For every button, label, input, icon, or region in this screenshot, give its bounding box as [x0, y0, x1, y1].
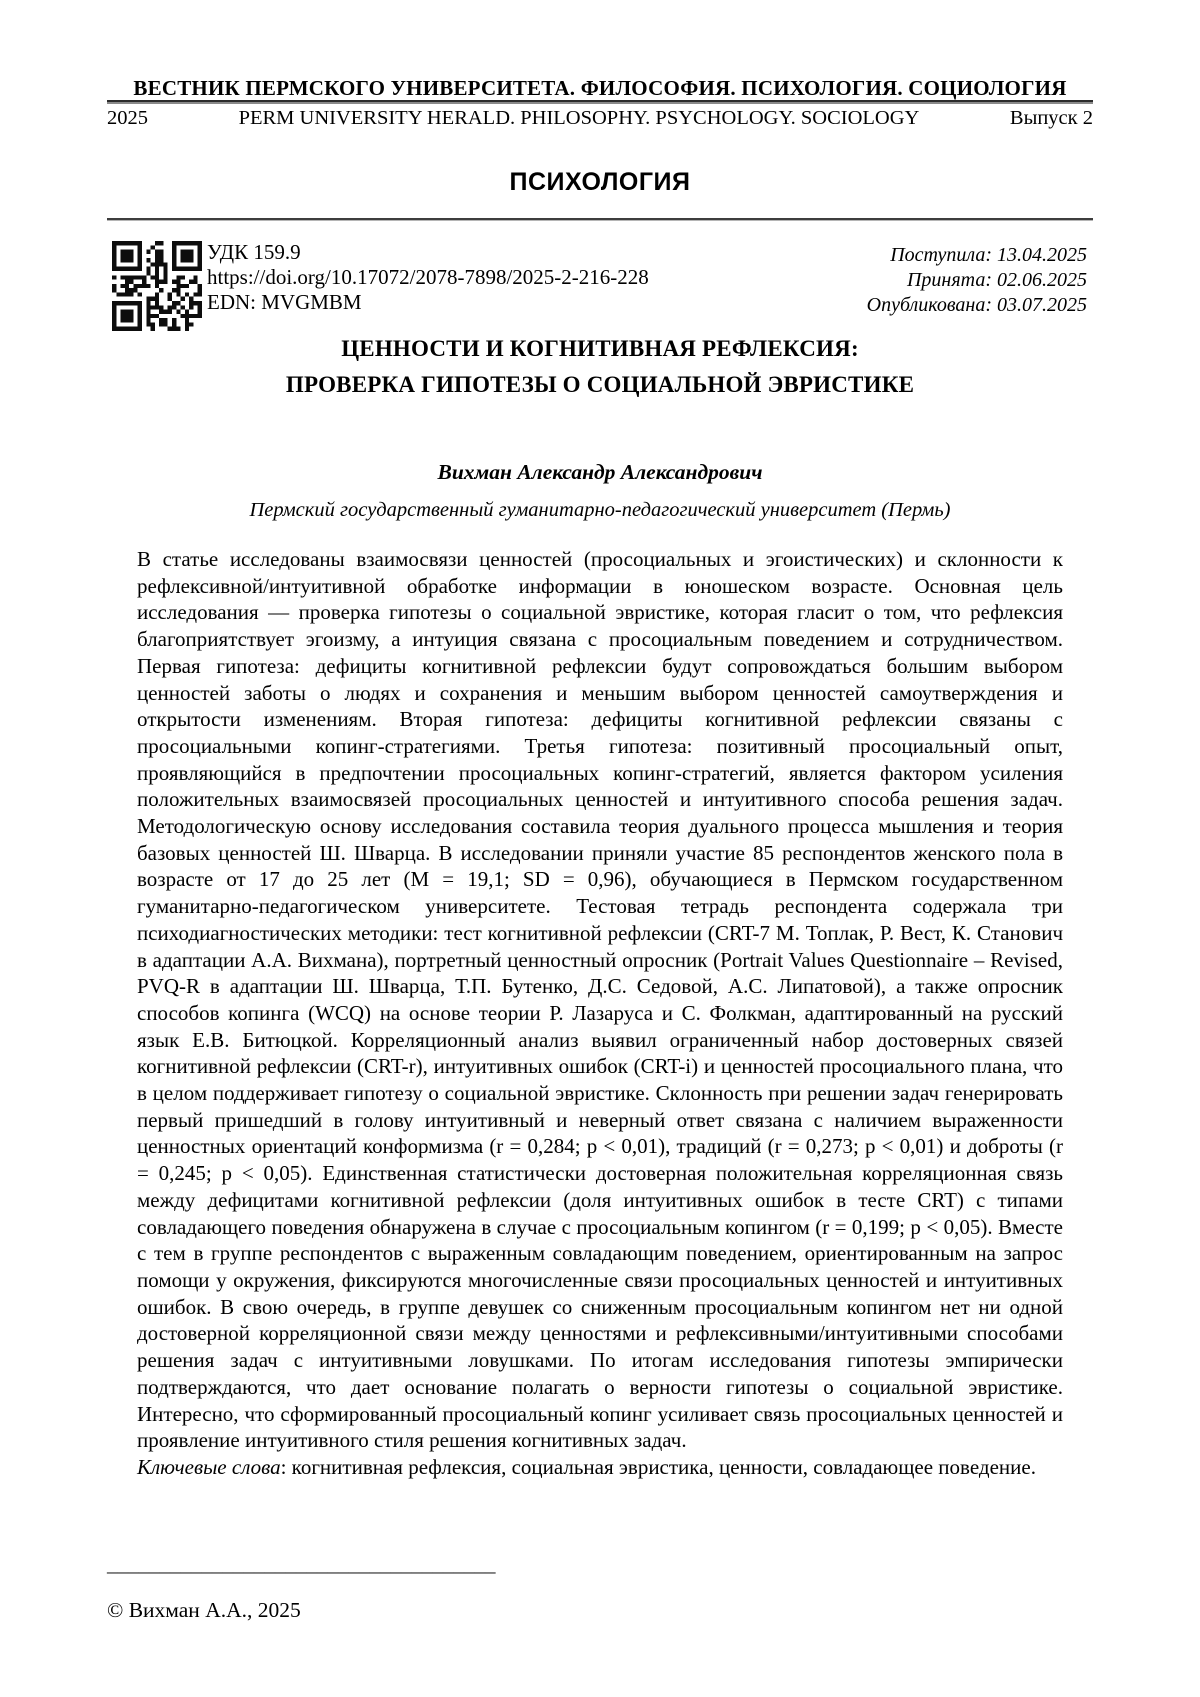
- qr-code-icon: [112, 241, 202, 331]
- article-title-line1: ЦЕННОСТИ И КОГНИТИВНАЯ РЕФЛЕКСИЯ:: [341, 336, 859, 361]
- section-rule: [107, 218, 1093, 220]
- abstract-block: [137, 546, 1063, 1481]
- journal-year: 2025: [107, 107, 148, 129]
- doi-link[interactable]: https://doi.org/10.17072/2078-7898/2025-2-216-228: [207, 265, 649, 289]
- journal-issue: Выпуск 2: [1009, 107, 1093, 129]
- date-received: Поступила: 13.04.2025: [890, 244, 1087, 266]
- section-heading: ПСИХОЛОГИЯ: [509, 168, 691, 196]
- journal-header-row: [107, 107, 1093, 130]
- journal-title-ru: ВЕСТНИК ПЕРМСКОГО УНИВЕРСИТЕТА. ФИЛОСОФИЯ. ПСИХОЛОГИЯ. СОЦИОЛОГИЯ: [133, 76, 1067, 100]
- footnote-divider: _____________________________________: [107, 1552, 496, 1576]
- article-title: [80, 331, 1120, 403]
- article-title-line2: ПРОВЕРКА ГИПОТЕЗЫ О СОЦИАЛЬНОЙ ЭВРИСТИКЕ: [285, 372, 915, 397]
- date-published: Опубликована: 03.07.2025: [866, 294, 1087, 316]
- date-accepted: Принята: 02.06.2025: [906, 269, 1087, 291]
- copyright-notice: © Вихман А.А., 2025: [107, 1598, 301, 1622]
- article-identifiers: [207, 240, 649, 315]
- keywords-label: Ключевые слова: [137, 1454, 281, 1479]
- header-double-rule: [107, 100, 1093, 104]
- keywords-text: : когнитивная рефлексия, социальная эвристика, ценности, совладающее поведение.: [280, 1454, 1036, 1479]
- edn-code: EDN: MVGMBM: [207, 290, 362, 314]
- journal-title-en: PERM UNIVERSITY HERALD. PHILOSOPHY. PSYCHOLOGY. SOCIOLOGY: [238, 107, 920, 129]
- keywords-line: [137, 1454, 1063, 1481]
- article-dates: [867, 243, 1087, 318]
- udk-number: УДК 159.9: [207, 240, 301, 264]
- author-affiliation: Пермский государственный гуманитарно-педагогический университет (Пермь): [249, 499, 951, 521]
- abstract-text: В статье исследованы взаимосвязи ценностей (просоциальных и эгоистических) и склонности к рефлексивной/интуитивной обработке информации в юношеском возрасте. Основная цель исследования — проверка гипотезы о социальной эвристике, которая гласит о том, что рефлексия благоприятствует эгоизму, а интуиция связана с просоциальным поведением и сотрудничеством. Первая гипотеза: дефициты когнитивной рефлексии будут сопровождаться большим выбором ценностей заботы о людях и сохранения и меньшим выбором ценностей самоутверждения и открытости изменениям. Вторая гипотеза: дефициты когнитивной рефлексии связаны с просоциальными копинг-стратегиями. Третья гипотеза: позитивный просоциальный опыт, проявляющийся в предпочтении просоциальных копинг-стратегий, является фактором усиления положительных взаимосвязей просоциальных ценностей и интуитивного способа решения задач. Методологическую основу исследования составила теория дуального процесса мышления и теория базовых ценностей Ш. Шварца. В исследовании приняли участие 85 респондентов женского пола в возрасте от 17 до 25 лет (M = 19,1; SD = 0,96), обучающиеся в Пермском государственном гуманитарно-педагогическом университете. Тестовая тетрадь респондента содержала три психодиагностических методики: тест когнитивной рефлексии (CRT-7 М. Топлак, Р. Вест, К. Станович в адаптации А.А. Вихмана), портретный ценностный опросник (Portrait Values Questionnaire – Revised, PVQ-R в адаптации Ш. Шварца, Т.П. Бутенко, Д.С. Седовой, А.С. Липатовой), а также опросник способов копинга (WCQ) на основе теории Р. Лазаруса и С. Фолкман, адаптированный на русский язык Е.В. Битюцкой. Корреляционный анализ выявил ограниченный набор достоверных связей когнитивной рефлексии (CRT-r), интуитивных ошибок (CRT-i) и ценностей просоциального плана, что в целом поддерживает гипотезу о социальной эвристике. Склонность при решении задач генерировать первый пришедший в голову интуитивный и неверный ответ связана с наличием выраженности ценностных ориентаций конформизма (r = 0,284; p < 0,01), традиций (r = 0,273; p < 0,01) и доброты (r = 0,245; p < 0,05). Единственная статистически достоверная положительная корреляционная связь между дефицитами когнитивной рефлексии (доля интуитивных ошибок в тесте CRT) с типами совладающего поведения обнаружена в случае с просоциальным копингом (r = 0,199; p < 0,05). Вместе с тем в группе респондентов с выраженным совладающим поведением, ориентированным на запрос помощи у окружения, фиксируются многочисленные связи просоциальных ценностей и интуитивных ошибок. В свою очередь, в группе девушек со сниженным просоциальным копингом нет ни одной достоверной корреляционной связи между ценностями и рефлексивными/интуитивными способами решения задач с интуитивными ловушками. По итогам исследования гипотезы эмпирически подтверждаются, что дает основание полагать о верности гипотезы о социальной эвристике. Интересно, что сформированный просоциальный копинг усиливает связь просоциальных ценностей и проявление интуитивного стиля решения когнитивных задач.: [137, 547, 1063, 1453]
- author-name: Вихман Александр Александрович: [437, 460, 763, 484]
